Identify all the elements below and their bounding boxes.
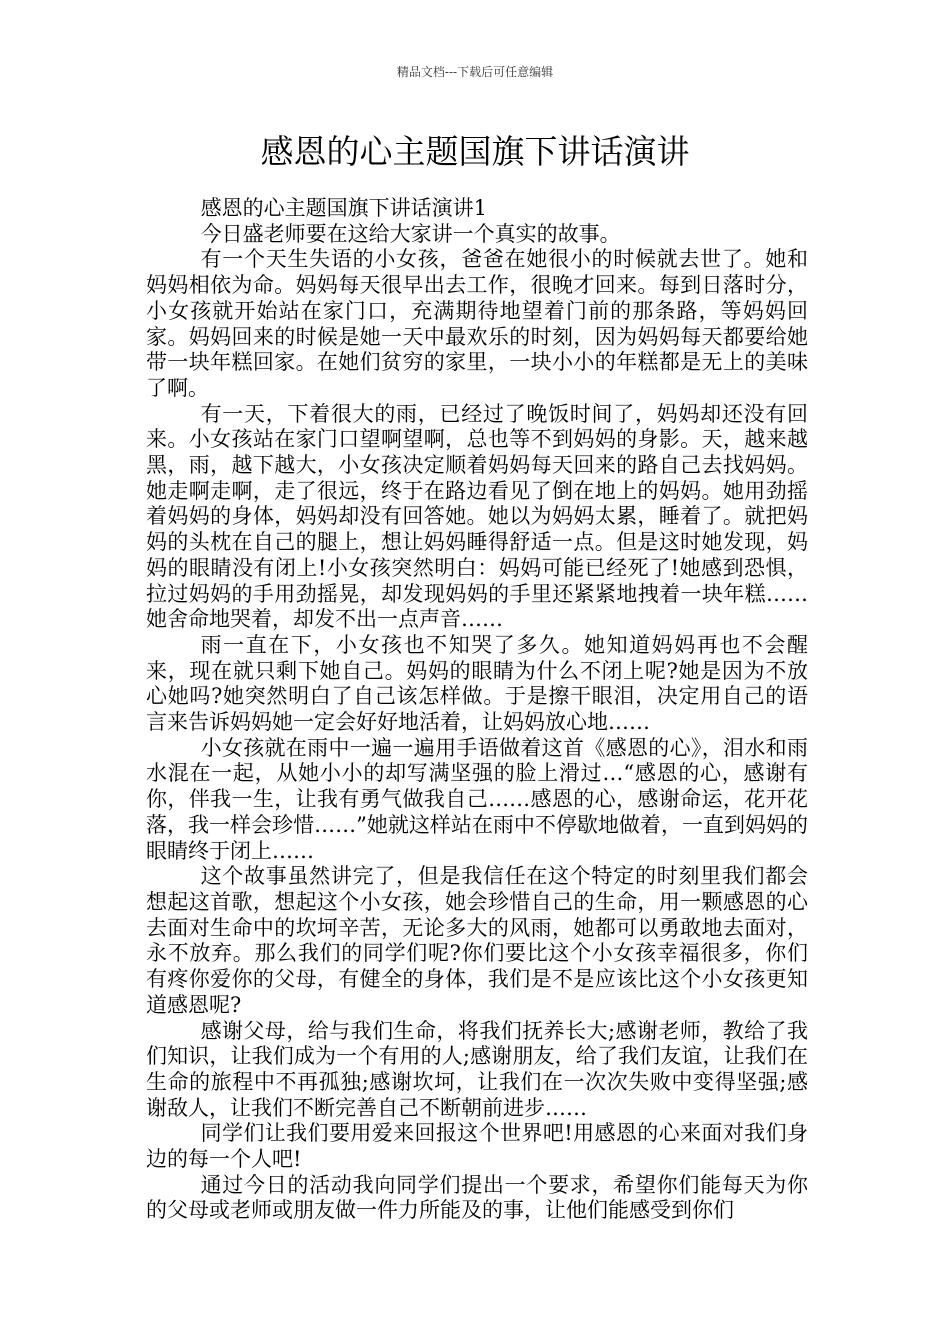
paragraph: 有一天，下着很大的雨，已经过了晚饭时间了，妈妈却还没有回来。小女孩站在家门口望啊望啊，总也等不到妈妈的身影。天，越来越黑，雨，越下越大，小女孩决定顺着妈妈每天回来的路自己去找妈妈。她走啊走啊，走了很远，终于在路边看见了倒在地上的妈妈。她用劲摇着妈妈的身体，妈妈却没有回答她。她以为妈妈太累，睡着了。就把妈妈的头枕在自己的腿上，想让妈妈睡得舒适一点。但是这时她发现，妈妈的眼睛没有闭上!小女孩突然明白：妈妈可能已经死了!她感到恐惧，拉过妈妈的手用劲摇晃，却发现妈妈的手里还紧紧地拽着一块年糕……她舍命地哭着，却发不出一点声音…… [146,401,808,632]
document-title: 感恩的心主题国旗下讲话演讲 [260,132,690,171]
paragraph: 今日盛老师要在这给大家讲一个真实的故事。 [200,221,621,246]
paragraph: 有一个天生失语的小女孩，爸爸在她很小的时候就去世了。她和妈妈相依为命。妈妈每天很早出去工作，很晚才回来。每到日落时分，小女孩就开始站在家门口，充满期待地望着门前的那条路，等妈妈回家。妈妈回来的时候是她一天中最欢乐的时刻，因为妈妈每天都要给她带一块年糕回家。在她们贫穷的家里，一块小小的年糕都是无上的美味了啊。 [146,247,808,400]
paragraph: 感谢父母，给与我们生命，将我们抚养长大;感谢老师，教给了我们知识，让我们成为一个有用的人;感谢朋友，给了我们友谊，让我们在生命的旅程中不再孤独;感谢坎坷，让我们在一次次失败中变得坚强;感谢敌人，让我们不断完善自己不断朝前进步…… [146,1018,808,1120]
document-body [146,196,808,1224]
paragraph: 雨一直在下，小女孩也不知哭了多久。她知道妈妈再也不会醒来，现在就只剩下她自己。妈妈的眼睛为什么不闭上呢?她是因为不放心她吗?她突然明白了自己该怎样做。于是擦干眼泪，决定用自己的语言来告诉妈妈她一定会好好地活着，让妈妈放心地…… [146,632,808,735]
paragraph: 这个故事虽然讲完了，但是我信任在这个特定的时刻里我们都会想起这首歌，想起这个小女孩，她会珍惜自己的生命，用一颗感恩的心去面对生命中的坎坷辛苦，无论多大的风雨，她都可以勇敢地去面对，永不放弃。那么我们的同学们呢?你们要比这个小女孩幸福很多，你们有疼你爱你的父母，有健全的身体，我们是不是应该比这个小女孩更知道感恩呢? [146,864,808,1017]
paragraph: 通过今日的活动我向同学们提出一个要求，希望你们能每天为你的父母或老师或朋友做一件力所能及的事，让他们能感受到你们 [146,1172,808,1223]
page-header: 精品文档---下载后可任意编辑 [396,65,554,79]
paragraph: 同学们让我们要用爱来回报这个世界吧!用感恩的心来面对我们身边的每一个人吧! [146,1121,808,1172]
paragraph-subtitle: 感恩的心主题国旗下讲话演讲1 [200,196,487,220]
paragraph: 小女孩就在雨中一遍一遍用手语做着这首《感恩的心》，泪水和雨水混在一起，从她小小的却写满坚强的脸上滑过…“感恩的心，感谢有你，伴我一生，让我有勇气做我自己……感恩的心，感谢命运，花开花落，我一样会珍惜……”她就这样站在雨中不停歇地做着，一直到妈妈的眼睛终于闭上…… [146,735,808,863]
